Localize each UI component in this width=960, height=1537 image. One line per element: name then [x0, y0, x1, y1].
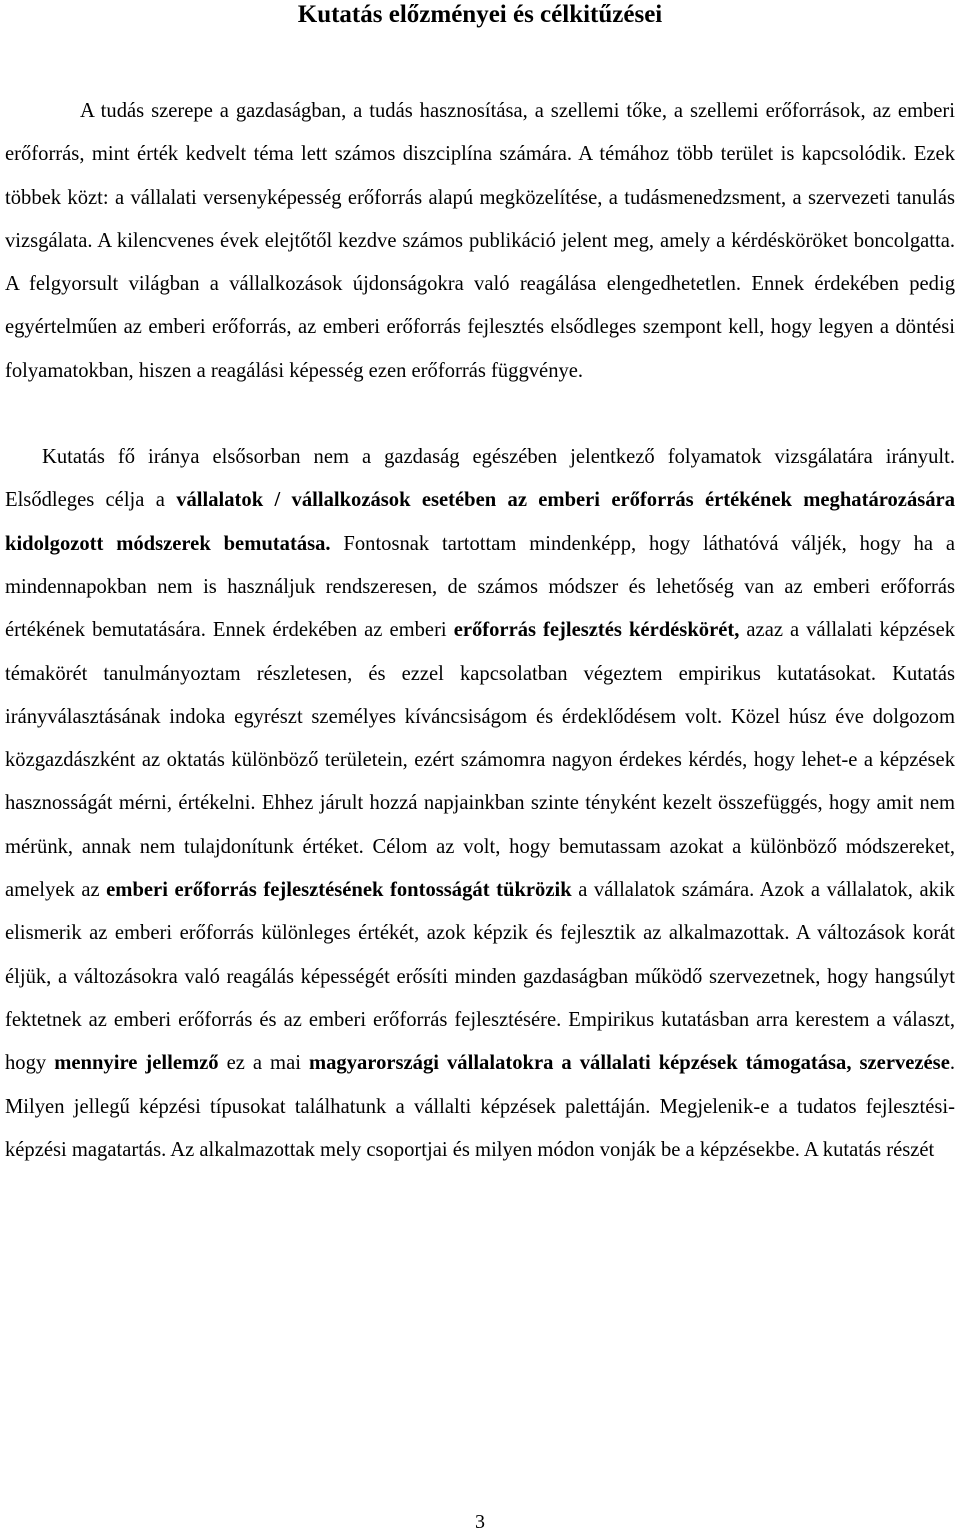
section-title: Kutatás előzményei és célkitűzései — [297, 1, 663, 28]
page-number: 3 — [475, 1511, 485, 1533]
bold-text-run: magyarországi vállalatokra a vállalati képzések támogatása, szervezése — [308, 1052, 950, 1075]
text-run: . Milyen jellegű képzési típusokat találhatunk a vállalti képzések palettáján. Megjelenik-e a tudatos fejlesztési-képzési magatartás. Az alkalmazottak mely csoportjai és milyen módon vonják be a képzésekbe. A kutatás részét — [5, 1052, 955, 1161]
paragraph-intro: A tudás szerepe a gazdaságban, a tudás hasznosítása, a szellemi tőke, a szellemi erőforrások, az emberi erőforrás, mint érték kedvelt téma lett számos diszciplína számára. A témához több terület is kapcsolódik. Ezek többek közt: a vállalati versenyképesség erőforrás alapú megközelítése, a tudásmenedzsment, a szervezeti tanulás vizsgálata. A kilencvenes évek elejtőtől kezdve számos publikáció jelent meg, amely a kérdésköröket boncolgatta. A felgyorsult világban a vállalkozások újdonságokra való reagálása elengedhetetlen. Ennek érdekében pedig egyértelműen az emberi erőforrás, az emberi erőforrás fejlesztés elsődleges szempont kell, hogy legyen a döntési folyamatokban, hiszen a reagálási képesség ezen erőforrás függvénye. — [5, 100, 955, 382]
paragraph-research-direction — [5, 436, 955, 1172]
text-run: ez a mai — [218, 1052, 309, 1075]
bold-text-run: mennyire jellemző — [54, 1052, 219, 1075]
text-run: Fontosnak tartottam mindenképp, hogy láthatóvá váljék, hogy ha a mindennapokban nem is használjuk rendszeresen, de számos módszer és lehetőség van az emberi erőforrás értékének bemutatására. Ennek érdekében az emberi — [5, 532, 955, 642]
bold-text-run: vállalatok / vállalkozások esetében az emberi erőforrás értékének meghatározására kidolgozott módszerek bemutatása. — [5, 489, 955, 555]
text-run: azaz a vállalati képzések témakörét tanulmányoztam részletesen, és ezzel kapcsolatban végeztem empirikus kutatásokat. Kutatás irányválasztásának indoka egyrészt személyes kíváncsiságom és érdeklődésem volt. Közel húsz éve dolgozom közgazdászként az oktatás különböző területein, ezért számomra nagyon érdekes kérdés, hogy lehet-e a képzések hasznosságát mérni, értékelni. Ehhez járult hozzá napjainkban szinte tényként kezelt összefüggés, hogy amit nem mérünk, annak nem tulajdonítunk értéket. Célom az volt, hogy bemutassam azokat a különböző módszereket, amelyek az — [5, 619, 956, 902]
text-run: a vállalatok számára. Azok a vállalatok, akik elismerik az emberi erőforrás különleges értékét, azok képzik és fejlesztik az alkalmazottak. A változások korát éljük, a változásokra való reagálás képességét erősíti minden gazdaságban működő szervezetnek, hogy hangsúlyt fektetnek az emberi erőforrás és az emberi erőforrás fejlesztésére. Empirikus kutatásban arra kerestem a választ, hogy — [5, 879, 955, 1075]
bold-text-run: erőforrás fejlesztés kérdéskörét, — [453, 619, 740, 642]
bold-text-run: emberi erőforrás fejlesztésének fontosságát tükrözik — [106, 879, 572, 902]
document-page — [5, 0, 955, 1172]
text-run: Kutatás fő iránya elsősorban nem a gazdaság egészében jelentkező folyamatok vizsgálatára irányult. Elsődleges célja a — [5, 446, 955, 512]
